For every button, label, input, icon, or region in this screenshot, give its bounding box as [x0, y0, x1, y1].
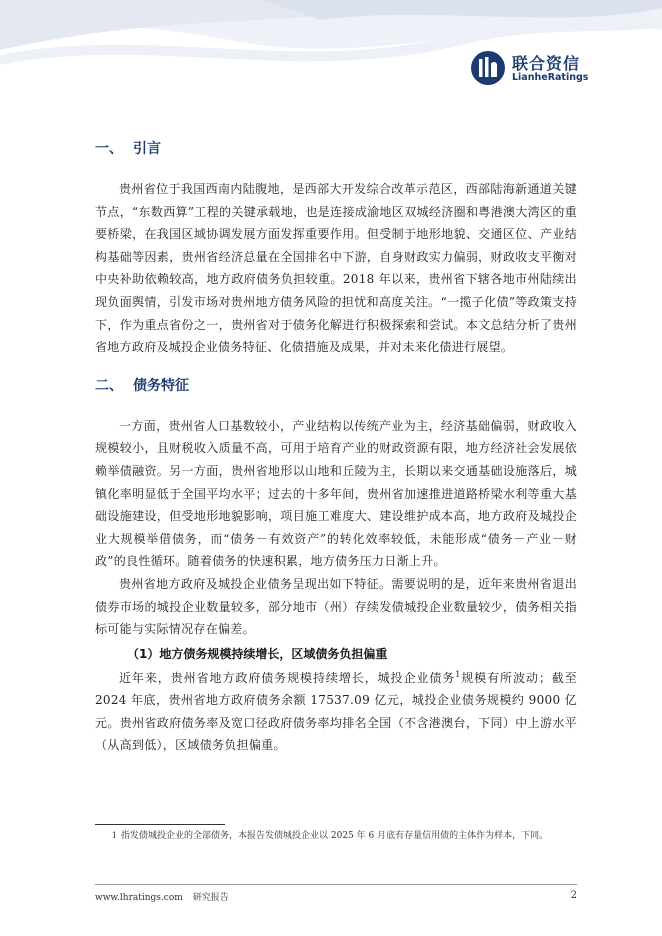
footer-website-link[interactable]: www.lhratings.com — [95, 893, 183, 903]
section-number: 二、 — [95, 377, 123, 394]
footnote-reference[interactable]: 1 — [455, 669, 461, 679]
debt-paragraph-1: 一方面，贵州省人口基数较小，产业结构以传统产业为主，经济基础偏弱，财政收入规模较小，且财税收入质量不高，可用于培育产业的财政资源有限，地方经济社会发展依赖举债融资。另一方面，贵州省地形以山地和丘陵为主，长期以来交通基础设施落后，城镇化率明显低于全国平均水平；过去的十多年间，贵州省加速推进道路桥梁水利等重大基础设施建设，但受地形地貌影响，项目施工难度大、建设维护成本高，地方政府及城投企业大规模举借债务，而“债务－有效资产”的转化效率较低，未能形成“债务－产业－财政”的良性循环。随着债务的快速积累，地方债务压力日渐上升。 — [95, 418, 577, 569]
logo-chinese-name: 联合资信 — [512, 54, 581, 73]
section-title-text: 引言 — [133, 141, 161, 157]
footnote — [95, 829, 577, 843]
footnote-text: 指发债城投企业的全部债务，本报告发债城投企业以 2025 年 6 月底有存量信用债的主体作为样本，下同。 — [121, 831, 549, 841]
subsection-text-part-2: 规模有所波动；截至 2024 年底，贵州省地方政府债务余额 17537.09 亿元，城投企业债务规模约 9000 亿元。贵州省政府债务率及宽口径政府债务率均排名全国（不含港澳台，下同）中上游水平（从高到低），区域债务负担偏重。 — [95, 670, 577, 753]
section-number: 一、 — [95, 141, 123, 157]
lianhe-logo-icon — [470, 50, 506, 86]
footnote-divider — [95, 824, 225, 825]
footnote-mark: 1 — [111, 831, 117, 840]
footer-left — [95, 890, 229, 903]
debt-paragraph-2: 贵州省地方政府及城投企业债务呈现出如下特征。需要说明的是，近年来贵州省退出债券市场的城投企业数量较多，部分地市（州）存续发债城投企业数量较少，债务相关指标可能与实际情况存在偏差。 — [95, 576, 577, 637]
brand-logo — [470, 48, 600, 90]
section-heading-intro — [95, 138, 577, 158]
subsection-text-part-1: 近年来，贵州省地方政府债务规模持续增长，城投企业债务 — [119, 670, 456, 685]
intro-paragraph: 贵州省位于我国西南内陆腹地，是西部大开发综合改革示范区，西部陆海新通道关键节点，“东数西算”工程的关键承载地，也是连接成渝地区双城经济圈和粤港澳大湾区的重要桥梁，在我国区域协调发展方面发挥重要作用。但受制于地形地貌、交通区位、产业结构基础等因素，贵州省经济总量在全国排名中下游，自身财政实力偏弱，财政收支平衡对中央补助依赖较高，地方政府债务负担较重。2018 年以来，贵州省下辖各地市州陆续出现负面舆情，引发市场对贵州地方债务风险的担忧和高度关注。“一揽子化债”等政策支持下，作为重点省份之一，贵州省对于债务化解进行积极探索和尝试。本文总结分析了贵州省地方政府及城投企业债务特征、化债措施及成果，并对未来化债进行展望。 — [95, 182, 577, 355]
page-number: 2 — [570, 890, 577, 901]
footer-divider — [95, 884, 577, 885]
section-title-text: 债务特征 — [133, 377, 189, 394]
subsection-paragraph — [95, 667, 577, 757]
page-content — [95, 128, 577, 757]
section-heading-debt — [95, 375, 577, 395]
subsection-heading: （1）地方债务规模持续增长，区域债务负担偏重 — [127, 646, 388, 661]
logo-english-name: LianheRatings — [512, 72, 589, 83]
footer-report-type: 研究报告 — [192, 893, 229, 903]
